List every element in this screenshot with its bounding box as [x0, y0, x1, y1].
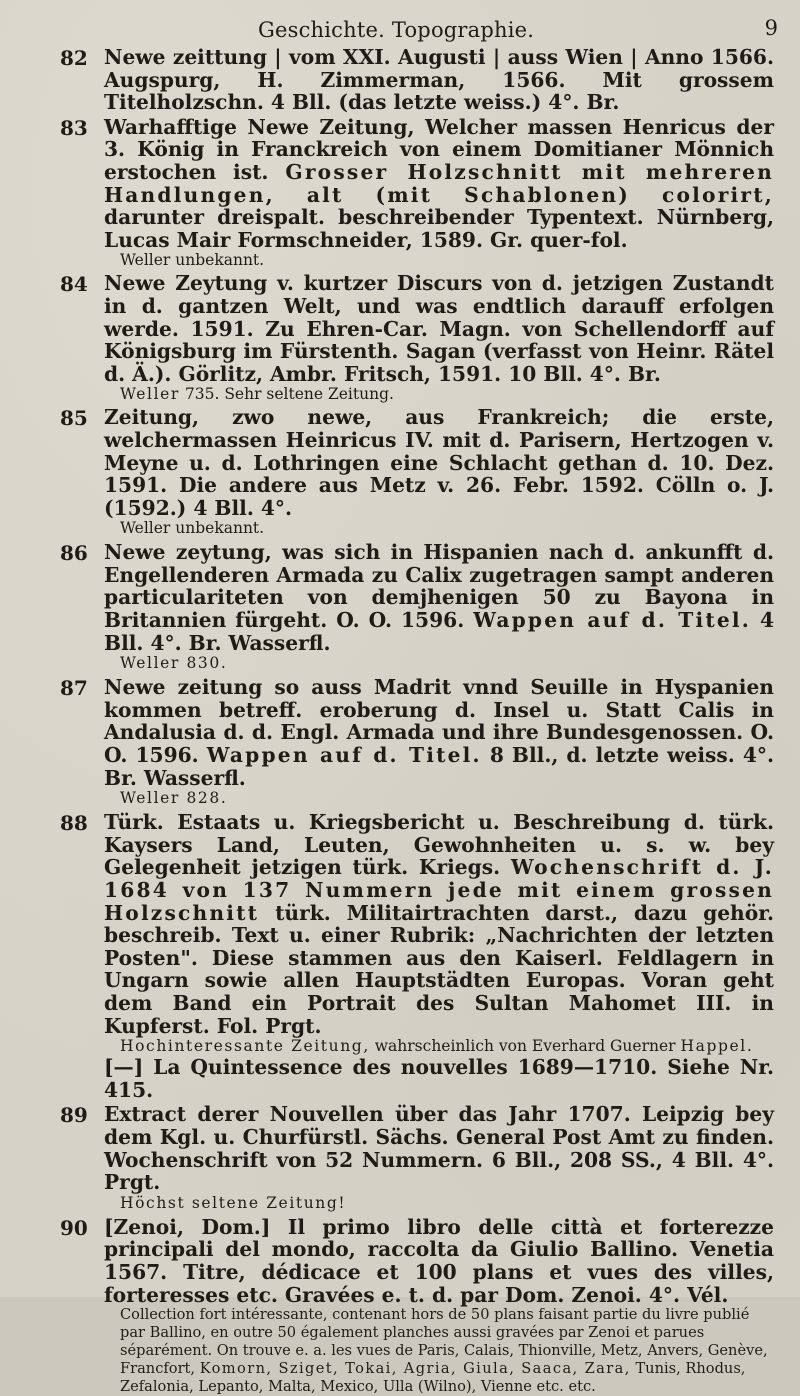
entry-note-spaced: Höchst seltene Zeitung!	[120, 1193, 347, 1212]
entry-text-spaced: Wappen auf d. Titel.	[473, 608, 751, 633]
page-number: 9	[764, 16, 778, 40]
entry-note-text: Collection fort intéressante, contenant hors de 50 plans faisant partie du livre publié par Ballino, en outre 50 également planches aussi gravées par Zenoi et parues séparément. On trouve e. a. les vues de Paris, Calais, Thionville, Metz, Anvers, Genève, Francfort,	[120, 1306, 768, 1378]
entry-description	[104, 116, 774, 252]
entry-number: 90	[60, 1215, 88, 1240]
entry-note-spaced: Hochinteressante Zeitung,	[120, 1037, 370, 1056]
entry-text: Newe zeytung, was sich in Hispanien nach d. ankunfft d. Engellenderen Armada zu Calix zugetragen sampt anderen particulariteten von demjhenigen 50 zu Bayona in Britannien fürgeht. O. O. 1596.	[104, 540, 774, 633]
catalogue-entries	[0, 46, 800, 1396]
entry-description	[104, 811, 774, 1037]
entry-cross-reference: [—] La Quintessence des nouvelles 1689—1710. Siehe Nr. 415.	[104, 1055, 774, 1102]
entry-text: Warhafftige Newe Zeitung, Welcher massen Henricus der 3. König in Franckreich von einem Domitianer Mönnich erstochen ist.	[104, 114, 774, 184]
entry-text-spaced: Grosser Holzschnitt mit mehreren Handlungen, alt (mit Schablonen) colorirt,	[104, 159, 775, 207]
entry-note-spaced: Happel.	[680, 1037, 754, 1056]
entry-text: 4 Bll. 4°. Br. Wasserfl.	[104, 608, 774, 655]
entry-text: Türk. Estaats u. Kriegsbericht u. Beschreibung d. türk. Kaysers Land, Leuten, Gewohnheiten u. s. w. bey Gelegenheit jetzigen türk. Kriegs.	[104, 810, 774, 880]
entry-note	[104, 1037, 774, 1056]
entry-description: Newe zeittung | vom XXI. Augusti | auss Wien | Anno 1566. Augspurg, H. Zimmerman, 1566. Mit grossem Titelholzschn. 4 Bll. (das letzte weiss.) 4°. Br.	[104, 45, 774, 115]
entry-description	[104, 676, 774, 789]
entry-text: Newe zeitung so auss Madrit vnnd Seuille in Hyspanien kommen betreff. eroberung d. Insel u. Statt Calis in Andalusia d. d. Engl. Armada und ihre Bundesgenossen. O. O. 1596.	[104, 675, 774, 768]
entry-description	[104, 541, 774, 654]
entry-description: Extract derer Nouvellen über das Jahr 1707. Leipzig bey dem Kgl. u. Churfürstl. Sächs. General Post Amt zu finden. Wochenschrift von 52 Nummern. 6 Bll., 208 SS., 4 Bll. 4°. Prgt.	[104, 1102, 774, 1195]
entry-text: 8 Bll., d. letzte weiss. 4°. Br. Wasserfl.	[104, 743, 774, 790]
entry-number: 86	[60, 541, 88, 566]
entry-number: 88	[60, 811, 88, 836]
entry-text-spaced: Wochenschrift d. J. 1684 von 137 Nummern jede mit einem grossen Holzschnitt	[104, 855, 775, 925]
entry-number: 85	[60, 406, 88, 431]
catalogue-entry-89	[0, 1103, 800, 1212]
catalogue-entry-82	[0, 46, 800, 114]
entry-note-spaced: Weller 830.	[120, 654, 228, 673]
entry-note-spaced: Komorn, Sziget, Tokai, Agria, Giula, Saaca, Zara,	[199, 1360, 631, 1378]
entry-note-spaced: Weller	[120, 385, 180, 404]
catalogue-entry-90	[0, 1216, 800, 1396]
running-head-title: Geschichte. Topographie.	[258, 18, 535, 42]
entry-description: Newe Zeytung v. kurtzer Discurs von d. jetzigen Zustandt in d. gantzen Welt, und was endtlich darauff erfolgen werde. 1591. Zu Ehren-Car. Magn. von Schellendorff auf Königsburg im Fürstenth. Sagan (verfasst von Heinr. Rätel d. Ä.). Görlitz, Ambr. Fritsch, 1591. 10 Bll. 4°. Br.	[104, 271, 774, 386]
entry-description: Zeitung, zwo newe, aus Frankreich; die erste, welchermassen Heinricus IV. mit d. Parisern, Hertzogen v. Meyne u. d. Lothringen eine Schlacht gethan d. 10. Dez. 1591. Die andere aus Metz v. 26. Febr. 1592. Cölln o. J. (1592.) 4 Bll. 4°.	[104, 405, 774, 520]
entry-text: darunter dreispalt. beschreibender Typentext. Nürnberg, Lucas Mair Formschneider, 1589. Gr. quer-fol.	[104, 205, 774, 252]
entry-text: türk. Militairtrachten darst., dazu gehör. beschreib. Text u. einer Rubrik: „Nachrichten der letzten Posten". Diese stammen aus den Kaiserl. Feldlagern in Ungarn sowie allen Hauptstädten Europas. Voran geht dem Band ein Portrait des Sultan Mahomet III. in Kupferst. Fol. Prgt.	[104, 900, 775, 1038]
entry-number: 87	[60, 676, 88, 701]
catalogue-entry-84	[0, 272, 800, 404]
entry-number: 82	[60, 46, 88, 70]
entry-text-spaced: Wappen auf d. Titel.	[206, 743, 482, 768]
catalogue-entry-85	[0, 406, 800, 538]
entry-note: Weller unbekannt.	[120, 251, 265, 270]
running-head	[0, 14, 800, 44]
entry-note-text: Tunis, Rhodus, Zefalonia, Lepanto, Malta, Mexico, Ulla (Wilno), Vienne etc. etc.	[120, 1360, 746, 1396]
catalogue-entry-88	[0, 811, 800, 1101]
entry-description: [Zenoi, Dom.] Il primo libro delle città et forterezze principali del mondo, raccolta da Giulio Ballino. Venetia 1567. Titre, dédicace et 100 plans et vues des villes, forteresses etc. Gravées e. t. d. par Dom. Zenoi. 4°. Vél.	[104, 1214, 774, 1307]
catalogue-entry-83	[0, 116, 800, 271]
entry-note-text: wahrscheinlich von Everhard Guerner	[374, 1037, 676, 1056]
entry-note: Weller unbekannt.	[120, 519, 265, 538]
entry-number: 84	[60, 272, 88, 297]
entry-note	[104, 1306, 774, 1396]
entry-note	[104, 789, 774, 808]
entry-note-spaced: Weller 828.	[120, 789, 228, 808]
entry-note-text: 735. Sehr seltene Zeitung.	[184, 385, 394, 404]
catalogue-entry-86	[0, 541, 800, 673]
entry-note	[104, 1194, 774, 1213]
catalogue-entry-87	[0, 676, 800, 808]
entry-number: 89	[60, 1103, 88, 1128]
entry-note	[104, 385, 774, 404]
entry-note	[104, 654, 774, 673]
entry-number: 83	[60, 115, 88, 140]
